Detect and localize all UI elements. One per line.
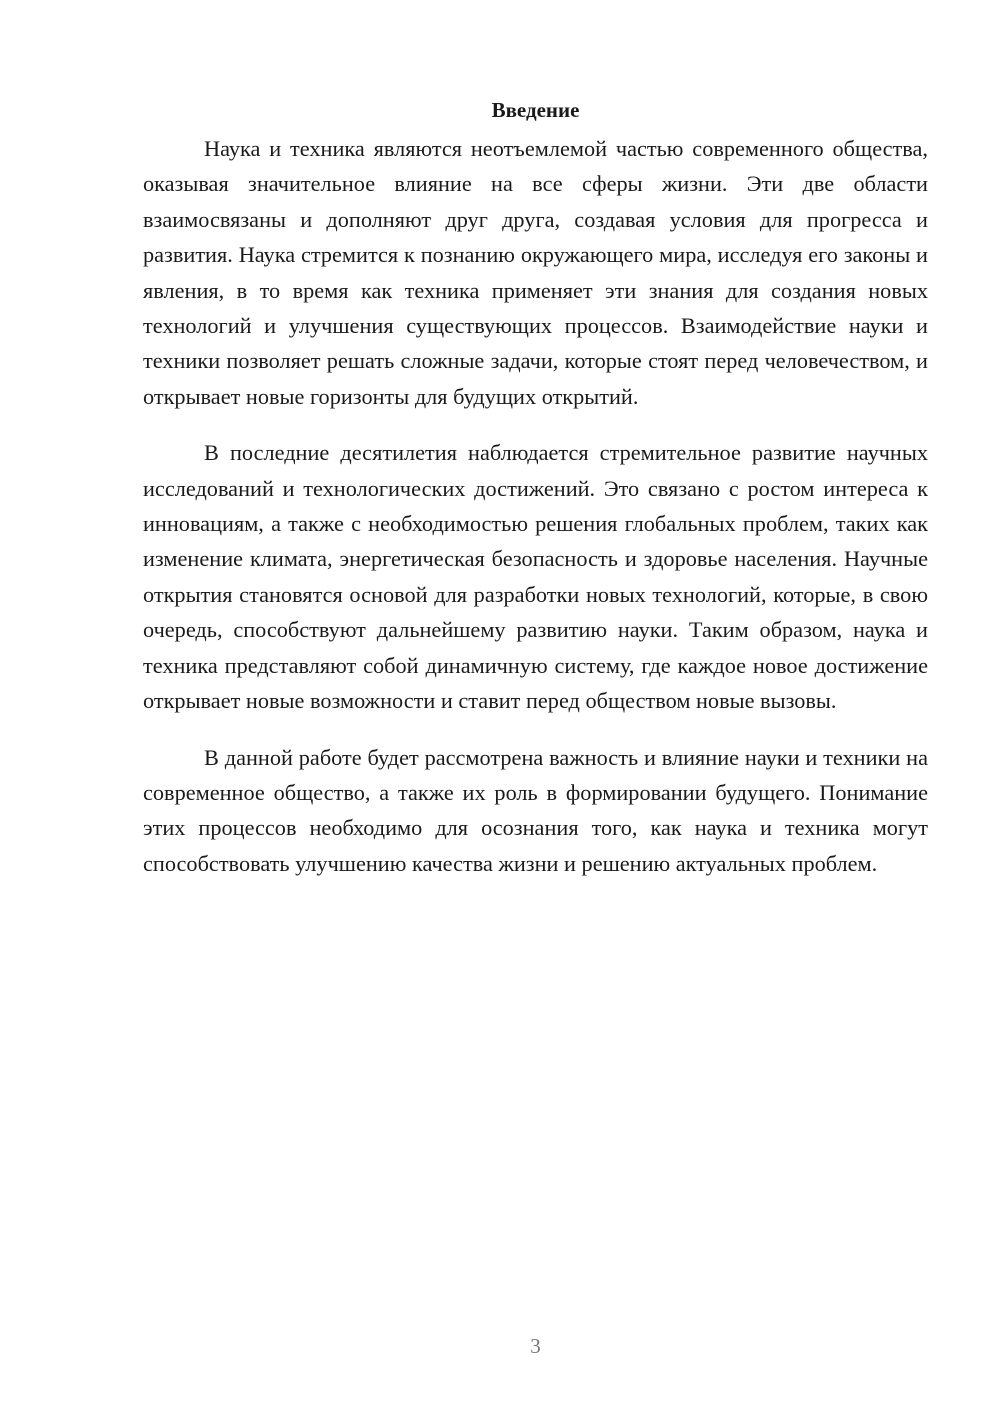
page-number: 3 (530, 1334, 541, 1358)
paragraph-3: В данной работе будет рассмотрена важность и влияние науки и техники на современное общество, а также их роль в формировании будущего. Понимание этих процессов необходимо для осознания того, как наука и техника могут способствовать улучшению качества жизни и решению актуальных проблем. (143, 744, 928, 876)
paragraph-2: В последние десятилетия наблюдается стремительное развитие научных исследований и технологических достижений. Это связано с ростом интереса к инновациям, а также с необходимостью решения глобальных проблем, таких как изменение климата, энергетическая безопасность и здоровье населения. Научные открытия становятся основой для разработки новых технологий, которые, в свою очередь, способствуют дальнейшему развитию науки. Таким образом, наука и техника представляют собой динамичную систему, где каждое новое достижение открывает новые возможности и ставит перед обществом новые вызовы. (143, 440, 928, 714)
section-heading: Введение (491, 98, 580, 122)
page-content (143, 95, 928, 902)
paragraph-1: Наука и техника являются неотъемлемой частью современного общества, оказывая значительное влияние на все сферы жизни. Эти две области взаимосвязаны и дополняют друг друга, создавая условия для прогресса и развития. Наука стремится к познанию окружающего мира, исследуя его законы и явления, в то время как техника применяет эти знания для создания новых технологий и улучшения существующих процессов. Взаимодействие науки и техники позволяет решать сложные задачи, которые стоят перед человечеством, и открывает новые горизонты для будущих открытий. (143, 136, 928, 409)
